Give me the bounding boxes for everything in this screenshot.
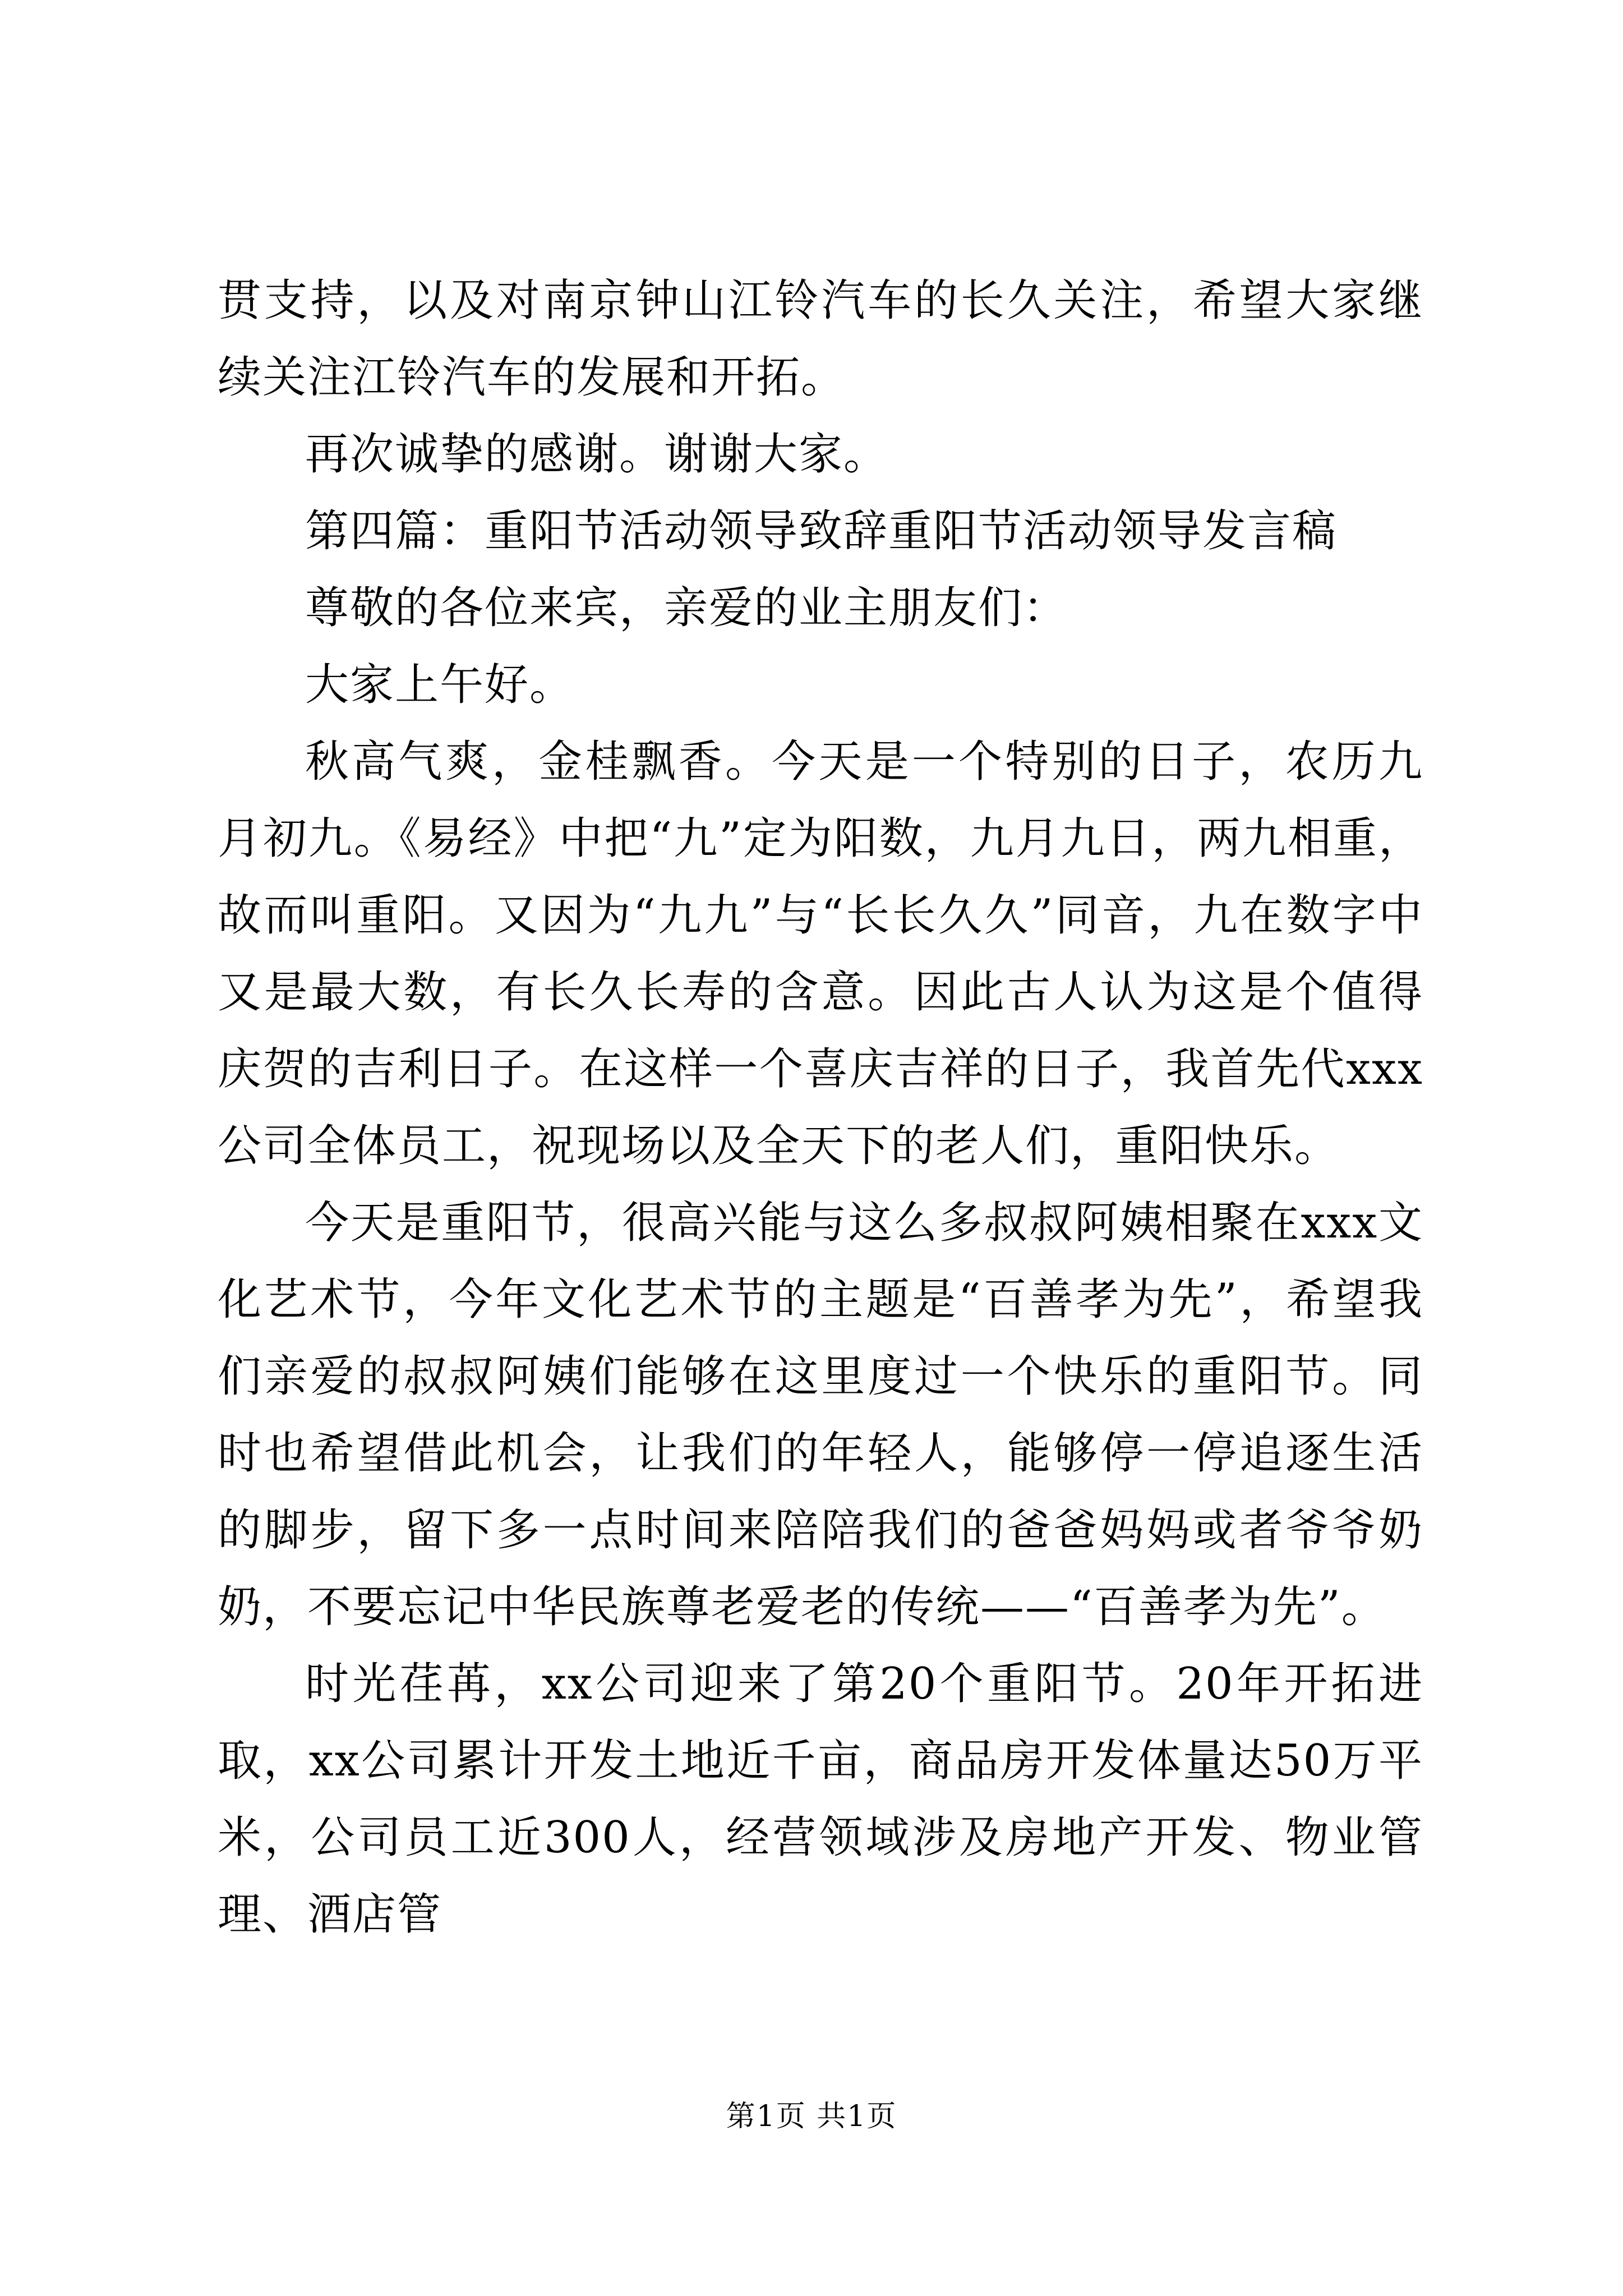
paragraph: 时光荏苒，xx公司迎来了第20个重阳节。20年开拓进取，xx公司累计开发土地近千亩，商品房开发体量达50万平米，公司员工近300人，经营领域涉及房地产开发、物业管理、酒店管 — [218, 1659, 1423, 1940]
greeting: 大家上午好。 — [305, 660, 575, 710]
paragraph: 今天是重阳节，很高兴能与这么多叔叔阿姨相聚在xxx文化艺术节，今年文化艺术节的主题是“百善孝为先”，希望我们亲爱的叔叔阿姨们能够在这里度过一个快乐的重阳节。同时也希望借此机会，让我们的年轻人，能够停一停追逐生活的脚步，留下多一点时间来陪陪我们的爸爸妈妈或者爷爷奶奶，不要忘记中华民族尊老爱老的传统——“百善孝为先”。 — [218, 1198, 1423, 1632]
paragraph: 秋高气爽，金桂飘香。今天是一个特别的日子，农历九月初九。《易经》中把“九”定为阳数，九月九日，两九相重，故而叫重阳。又因为“九九”与“长长久久”同音，九在数字中又是最大数，有长久长寿的含意。因此古人认为这是个值得庆贺的吉利日子。在这样一个喜庆吉祥的日子，我首先代xxx公司全体员工，祝现场以及全天下的老人们，重阳快乐。 — [218, 737, 1423, 1171]
salutation: 尊敬的各位来宾，亲爱的业主朋友们： — [305, 583, 1068, 633]
section-heading: 第四篇：重阳节活动领导致辞重阳节活动领导发言稿 — [305, 506, 1338, 556]
paragraph: 贯支持，以及对南京钟山江铃汽车的长久关注，希望大家继续关注江铃汽车的发展和开拓。 — [218, 275, 1423, 403]
document-body — [218, 263, 1423, 1953]
page-footer: 第1页 共1页 — [726, 2100, 897, 2133]
paragraph: 再次诚挚的感谢。谢谢大家。 — [305, 429, 889, 480]
